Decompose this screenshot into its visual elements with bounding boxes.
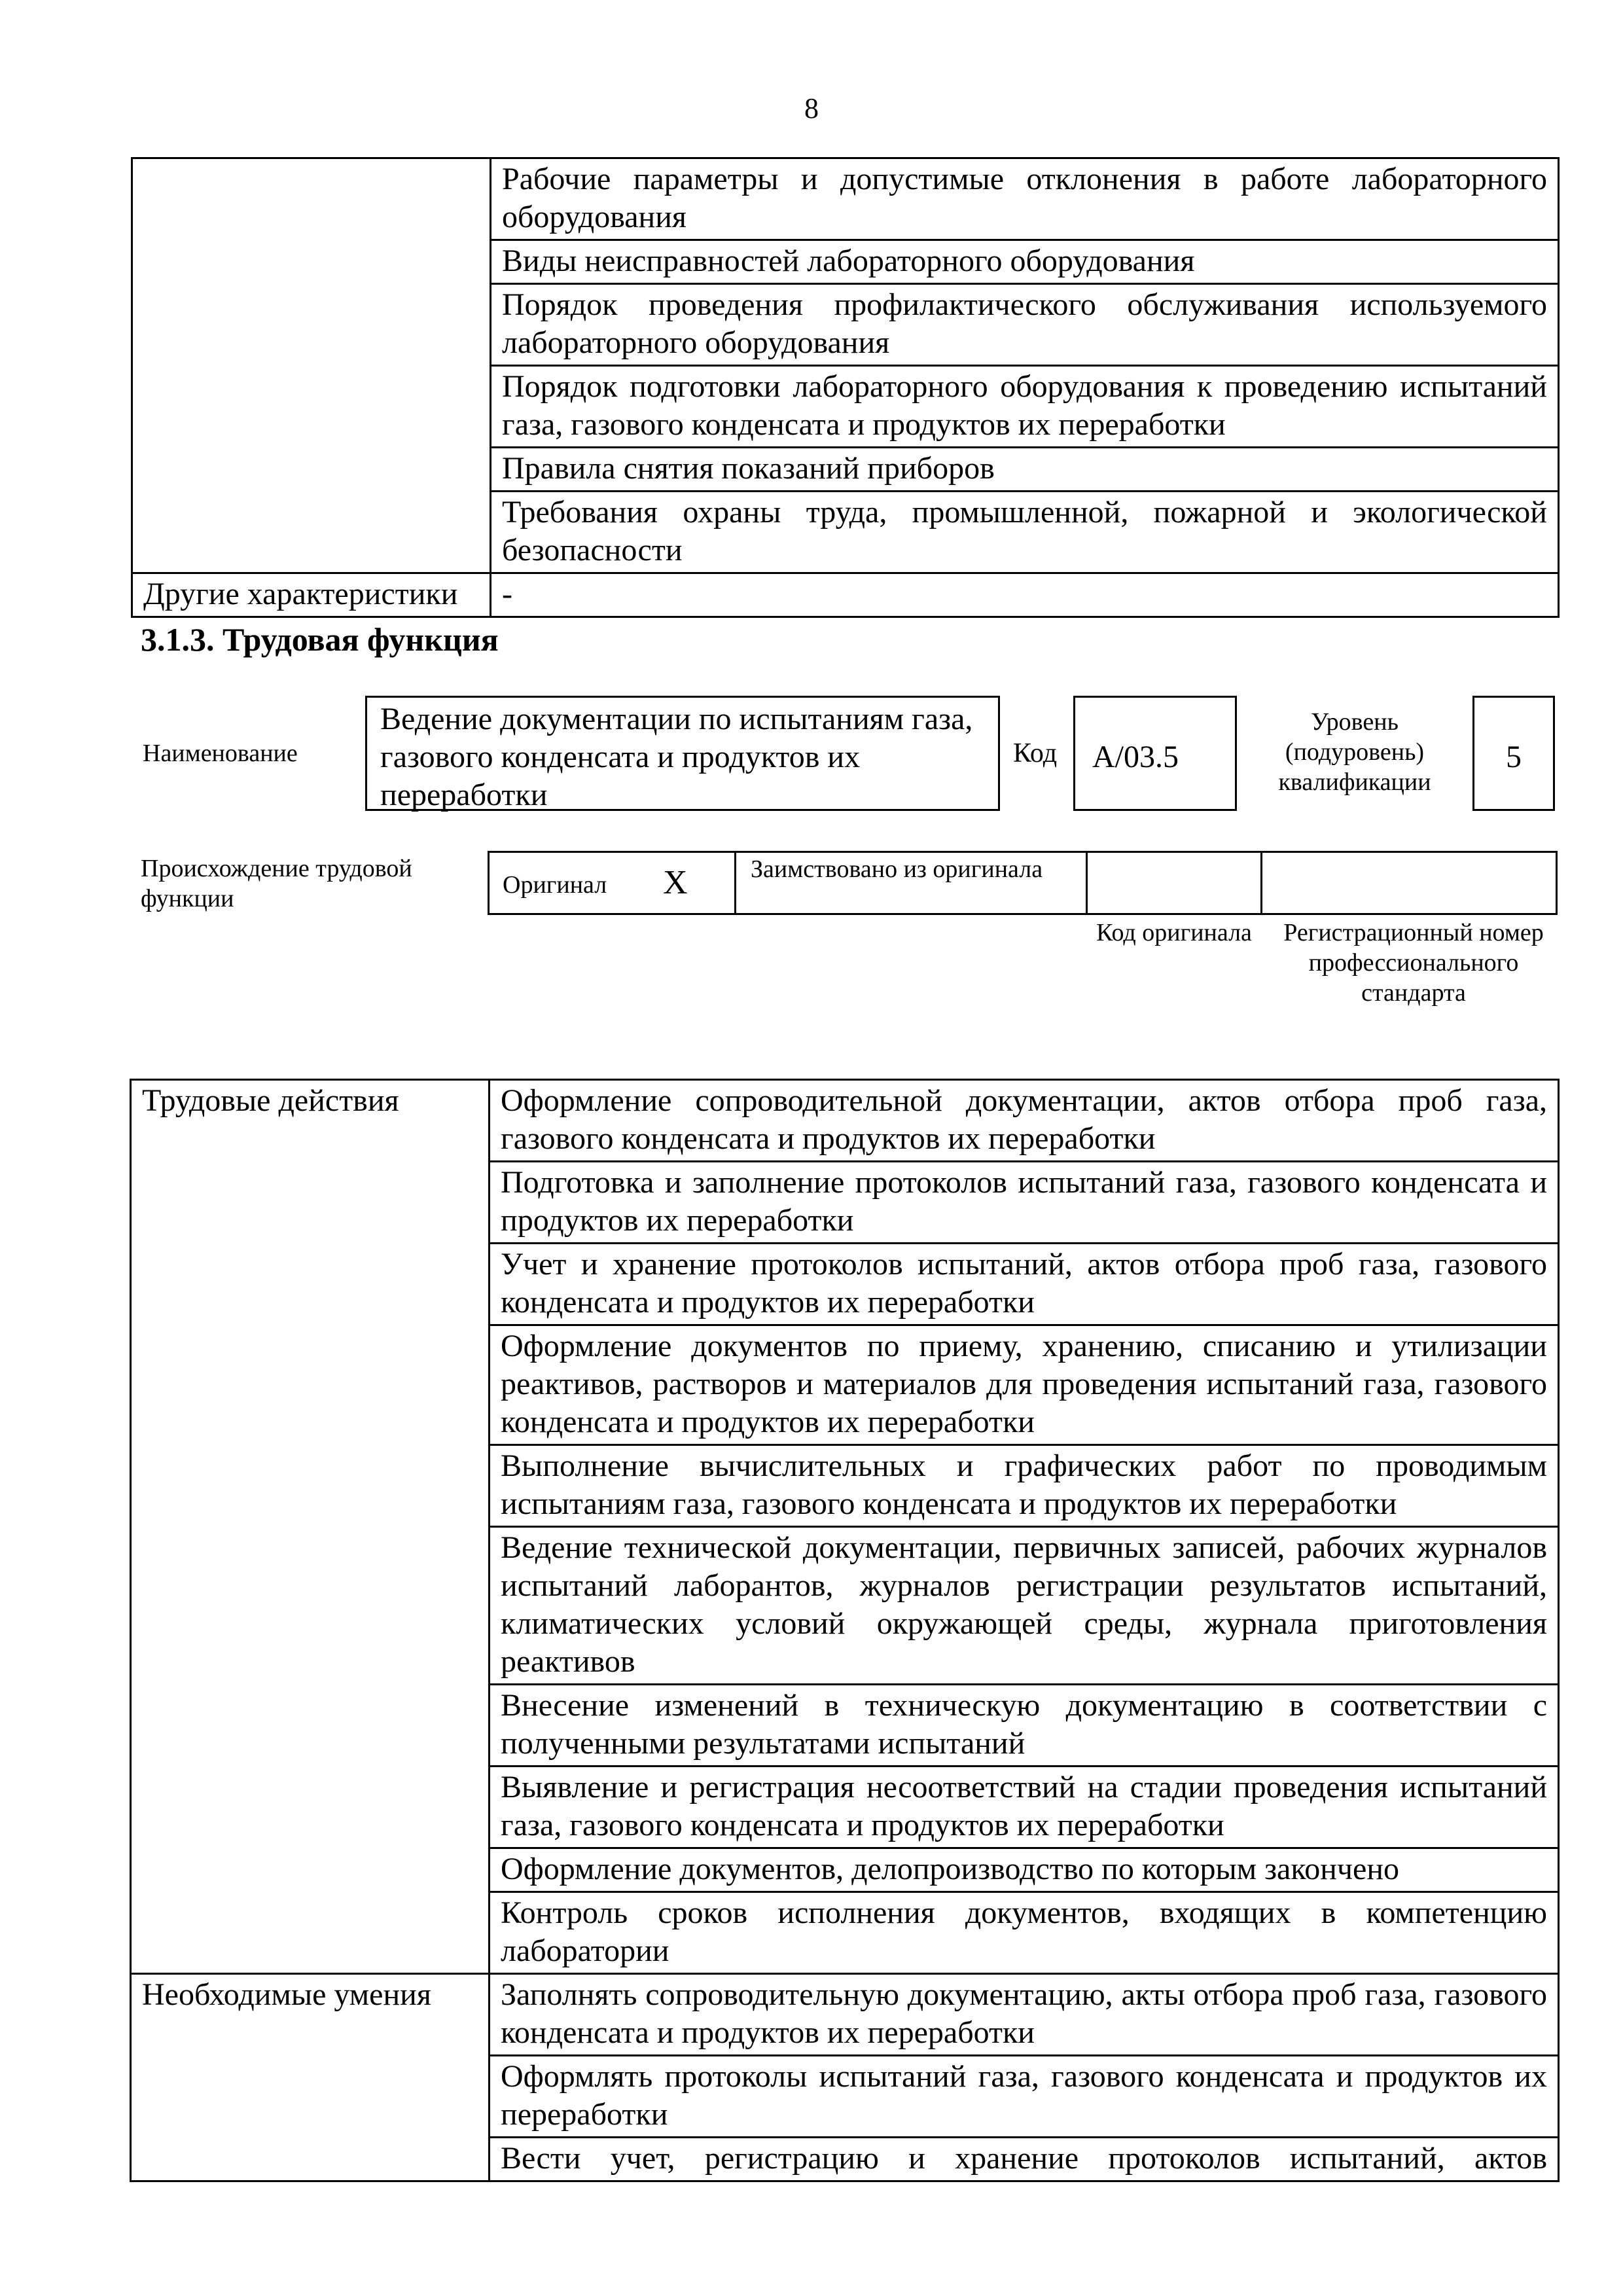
- page-number: 8: [804, 92, 819, 124]
- function-name: Ведение документации по испытаниям газа, газового конденсата и продуктов их переработки: [380, 702, 973, 812]
- original-code-cell: [1086, 851, 1262, 915]
- top-table-row: Виды неисправностей лабораторного оборудования: [491, 240, 1559, 284]
- labor-action-item: Учет и хранение протоколов испытаний, актов отбора проб газа, газового конденсата и продуктов их переработки: [490, 1244, 1559, 1325]
- labor-action-item: Выявление и регистрация несоответствий на стадии проведения испытаний газа, газового конденсата и продуктов их переработки: [490, 1767, 1559, 1848]
- code-box: [1073, 696, 1237, 811]
- labor-action-item: Подготовка и заполнение протоколов испытаний газа, газового конденсата и продуктов их переработки: [490, 1162, 1559, 1244]
- labor-action-item: Оформление сопроводительной документации, актов отбора проб газа, газового конденсата и продуктов их переработки: [490, 1080, 1559, 1162]
- other-characteristics-label: Другие характеристики: [132, 573, 491, 617]
- code-label: Код: [1013, 738, 1058, 768]
- other-characteristics-value: -: [491, 573, 1559, 617]
- top-table-row: Требования охраны труда, промышленной, пожарной и экологической безопасности: [491, 492, 1559, 573]
- top-knowledge-table: [131, 157, 1560, 618]
- qualification-level: 5: [1506, 740, 1522, 774]
- level-label: Уровень (подуровень) квалификации: [1278, 708, 1431, 796]
- original-label: Оригинал: [503, 871, 607, 899]
- origin-label: Происхождение трудовой функции: [141, 855, 412, 912]
- top-table-row: Рабочие параметры и допустимые отклонения в работе лабораторного оборудования: [491, 158, 1559, 240]
- skill-item: Оформлять протоколы испытаний газа, газового конденсата и продуктов их переработки: [490, 2056, 1559, 2138]
- original-cell: [488, 851, 736, 915]
- top-table-label-cell: [132, 158, 491, 573]
- function-code: A/03.5: [1092, 740, 1179, 774]
- labor-action-item: Ведение технической документации, первичных записей, рабочих журналов испытаний лаборантов, журналов регистрации результатов испытаний, климатических условий окружающей среды, журнала приготовления реактивов: [490, 1527, 1559, 1685]
- top-table-row: Правила снятия показаний приборов: [491, 448, 1559, 492]
- borrowed-label: Заимствовано из оригинала: [751, 855, 1043, 883]
- labor-action-item: Внесение изменений в техническую документацию в соответствии с полученными результатами испытаний: [490, 1685, 1559, 1767]
- labor-action-item: Выполнение вычислительных и графических работ по проводимым испытаниям газа, газового конденсата и продуктов их переработки: [490, 1445, 1559, 1527]
- labor-action-item: Контроль сроков исполнения документов, входящих в компетенцию лаборатории: [490, 1892, 1559, 1974]
- top-table-row: Порядок подготовки лабораторного оборудования к проведению испытаний газа, газового конденсата и продуктов их переработки: [491, 366, 1559, 448]
- registration-number-cell: [1260, 851, 1558, 915]
- labor-function-table: [130, 1079, 1560, 2182]
- original-code-caption: Код оригинала: [1096, 919, 1252, 946]
- labor-action-item: Оформление документов, делопроизводство по которым закончено: [490, 1848, 1559, 1892]
- original-mark: X: [663, 864, 688, 901]
- top-table-row: Порядок проведения профилактического обслуживания используемого лабораторного оборудования: [491, 284, 1559, 366]
- name-box: [365, 696, 1000, 811]
- skill-item: Заполнять сопроводительную документацию, акты отбора проб газа, газового конденсата и продуктов их переработки: [490, 1974, 1559, 2056]
- level-box: [1472, 696, 1555, 811]
- labor-actions-label: Трудовые действия: [131, 1080, 490, 1974]
- labor-action-item: Оформление документов по приему, хранению, списанию и утилизации реактивов, растворов и материалов для проведения испытаний газа, газового конденсата и продуктов их переработки: [490, 1325, 1559, 1445]
- skill-item: Вести учет, регистрацию и хранение протоколов испытаний, актов: [490, 2138, 1559, 2181]
- section-heading: 3.1.3. Трудовая функция: [141, 621, 499, 658]
- borrowed-cell: [734, 851, 1088, 915]
- registration-number-caption: Регистрационный номер профессионального стандарта: [1283, 919, 1544, 1007]
- name-label: Наименование: [143, 740, 298, 767]
- required-skills-label: Необходимые умения: [131, 1974, 490, 2181]
